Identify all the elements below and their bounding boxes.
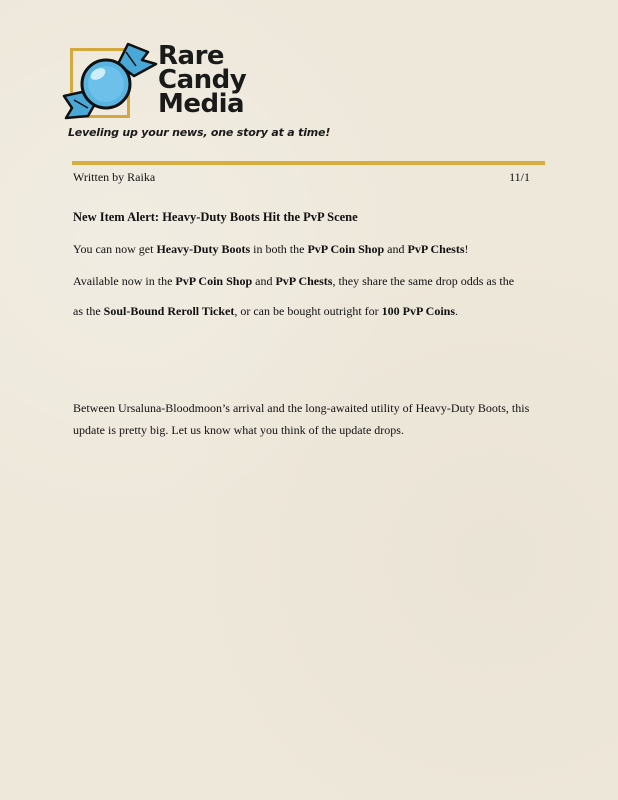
text: and [384, 242, 408, 256]
bold-text: PvP Coin Shop [307, 242, 385, 256]
bold-text: 100 PvP Coins [381, 304, 456, 318]
brand-logo [60, 40, 340, 140]
header-divider [72, 161, 545, 165]
text: as the [73, 304, 104, 318]
paragraph-2 [73, 273, 543, 289]
brand-line-3: Media [158, 89, 245, 119]
brand-line-2: Candy [158, 65, 247, 95]
text: ! [464, 242, 469, 256]
brand-line-1: Rare [158, 41, 225, 71]
wrapped-candy-icon [60, 42, 160, 122]
bold-text: PvP Chests [275, 274, 333, 288]
text: Available now in the [73, 274, 176, 288]
paragraph-4: Between Ursaluna-Bloodmoon’s arrival and the long-awaited utility of Heavy-Duty Boots, this update is pretty big. Let us know what you think of the update drops. [73, 401, 530, 437]
brand-name [158, 41, 247, 119]
text: in both the [250, 242, 308, 256]
bold-text: PvP Coin Shop [175, 274, 253, 288]
bold-text: Soul-Bound Reroll Ticket [103, 304, 235, 318]
text: , or can be bought outright for [234, 304, 382, 318]
text: , they share the same drop odds as the [332, 274, 515, 288]
bold-text: Heavy-Duty Boots [156, 242, 251, 256]
paragraph-3 [73, 303, 543, 319]
article-date: 11/1 [509, 170, 530, 184]
paragraph-1 [73, 241, 543, 257]
bold-text: PvP Chests [407, 242, 465, 256]
author-byline: Written by Raika [73, 170, 156, 184]
text: and [252, 274, 276, 288]
article-headline: New Item Alert: Heavy-Duty Boots Hit the PvP Scene [73, 210, 358, 224]
text: . [455, 304, 459, 318]
text: You can now get [73, 242, 157, 256]
brand-tagline: Leveling up your news, one story at a time! [68, 126, 331, 139]
